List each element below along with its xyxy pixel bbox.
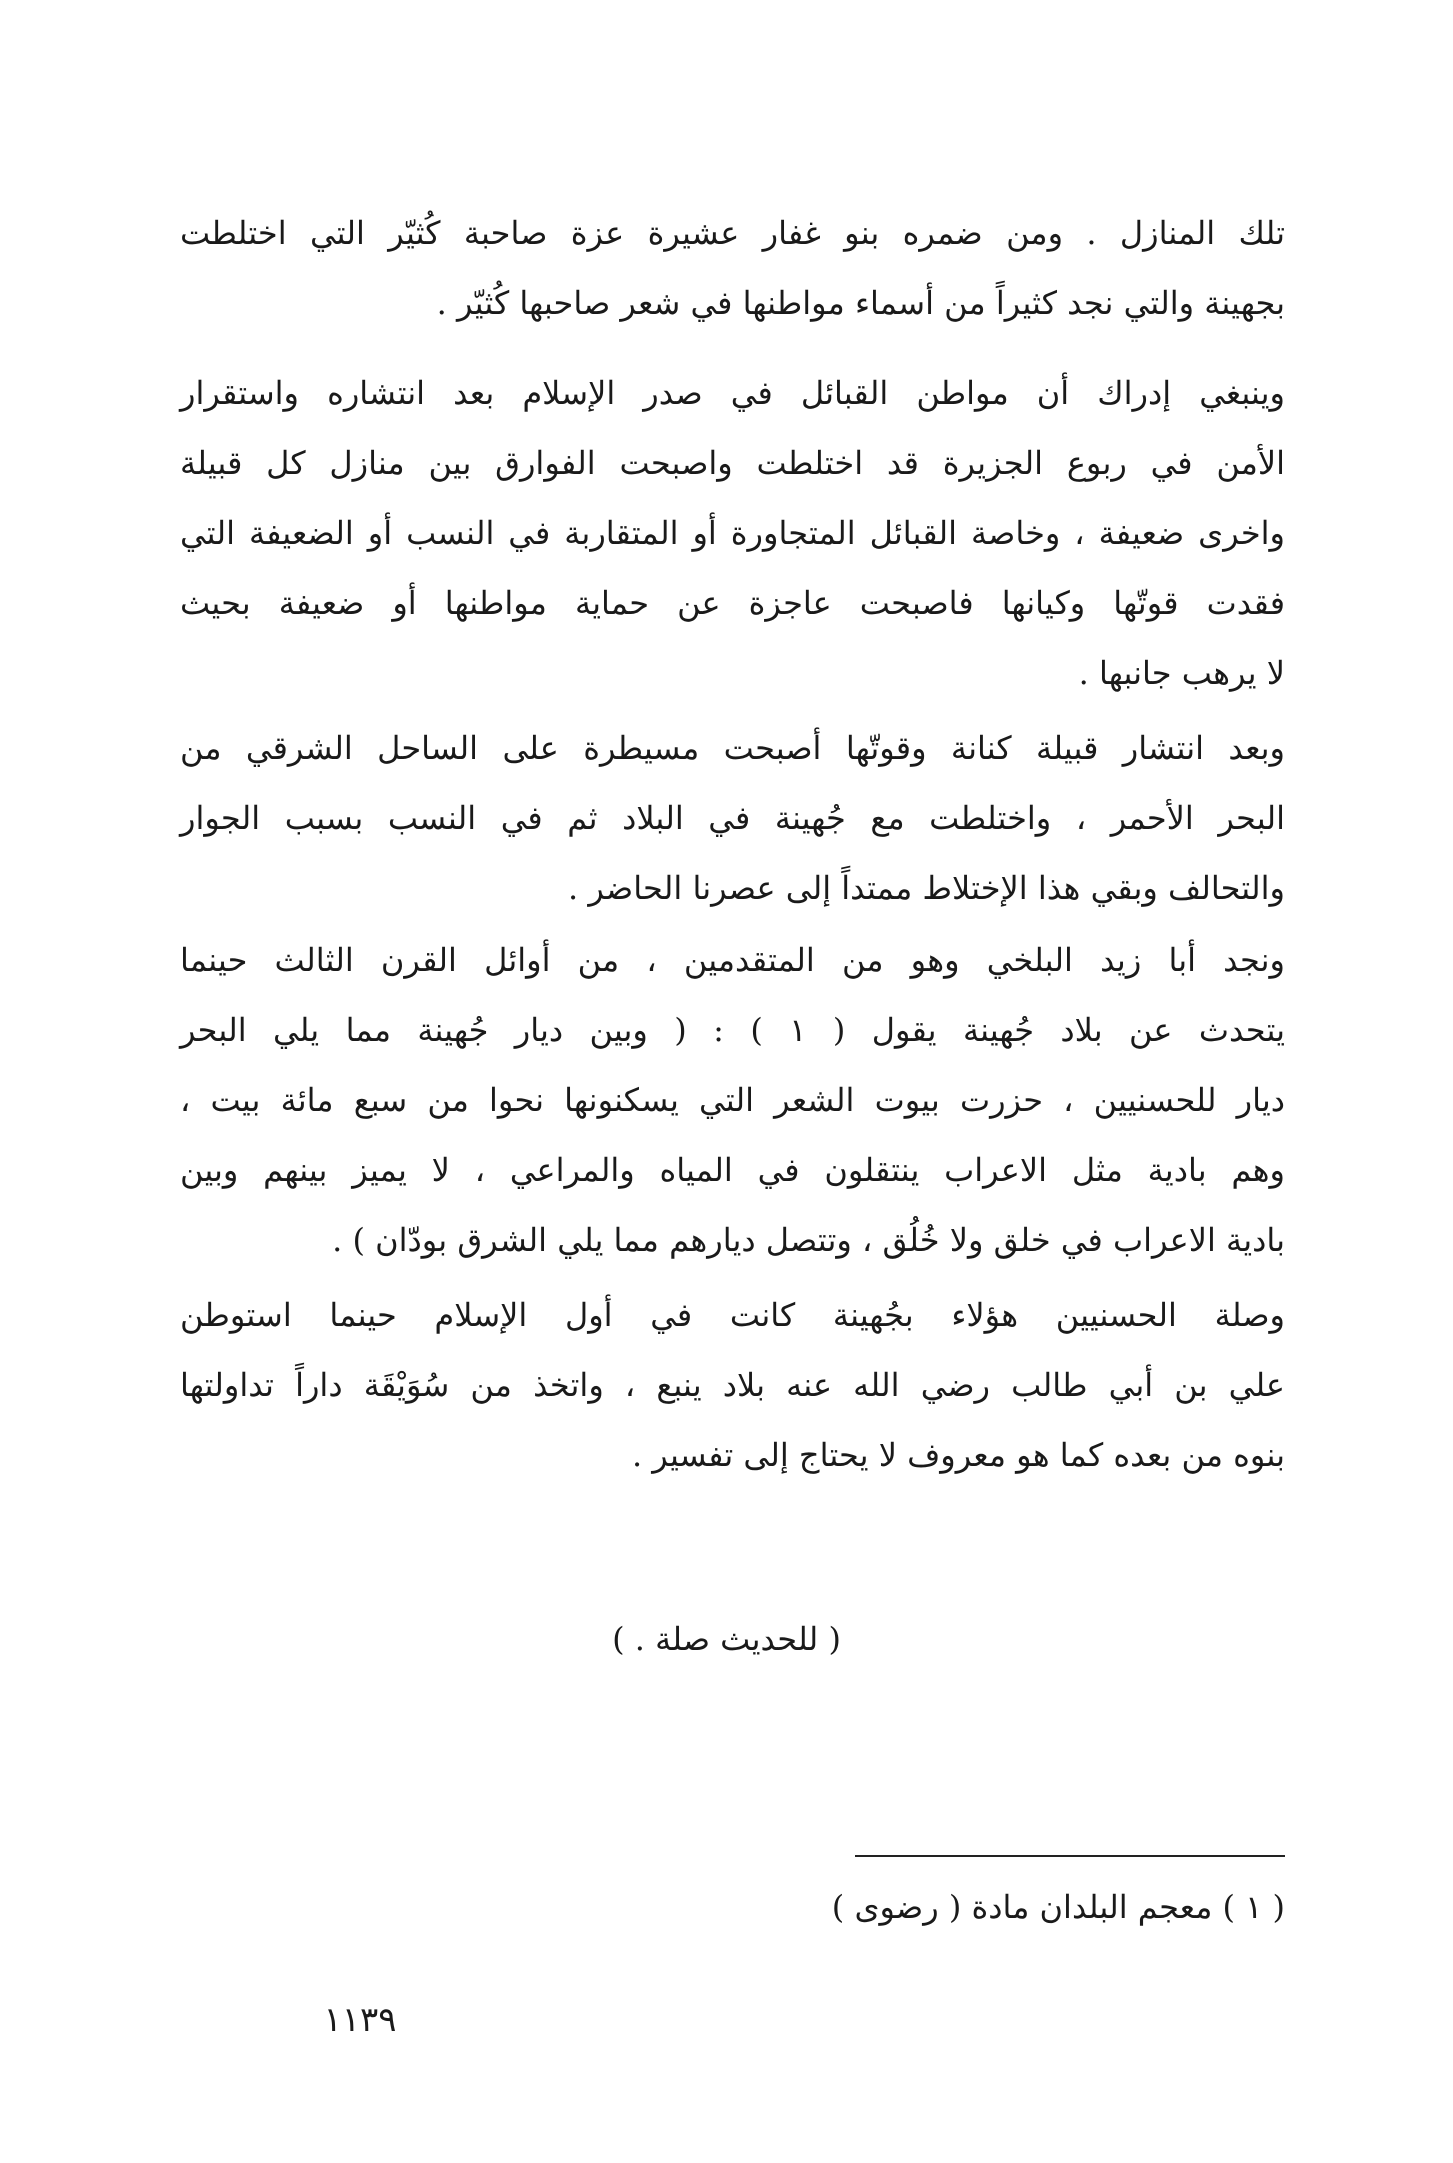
text-line: لا يرهب جانبها . (1078, 654, 1285, 692)
continued-note: ( للحديث صلة . ) (612, 1620, 841, 1658)
page-number: ١١٣٩ (323, 2000, 397, 2040)
text-line: وهم بادية مثل الاعراب ينتقلون في المياه والمراعي ، لا يميز بينهم وبين (180, 1151, 1285, 1189)
text-line: بجهينة والتي نجد كثيراً من أسماء مواطنها في شعر صاحبها كُثيّر . (436, 284, 1285, 322)
paragraph-2 (180, 358, 1285, 708)
footnote-divider (855, 1855, 1285, 1857)
paragraph-4 (180, 925, 1285, 1275)
footnote: ( ١ ) معجم البلدان مادة ( رضوى ) (831, 1888, 1285, 1926)
text-line: علي بن أبي طالب رضي الله عنه بلاد ينبع ، واتخذ من سُوَيْقَة داراً تداولتها (180, 1366, 1285, 1404)
paragraph-5 (180, 1280, 1285, 1490)
text-line: ديار للحسنيين ، حزرت بيوت الشعر التي يسكنونها نحوا من سبع مائة بيت ، (180, 1081, 1286, 1119)
text-line: ونجد أبا زيد البلخي وهو من المتقدمين ، من أوائل القرن الثالث حينما (180, 941, 1285, 979)
text-line: البحر الأحمر ، واختلطت مع جُهينة في البلاد ثم في النسب بسبب الجوار (180, 799, 1285, 837)
paragraph-3 (180, 713, 1285, 923)
text-line: تلك المنازل . ومن ضمره بنو غفار عشيرة عزة صاحبة كُثيّر التي اختلطت (180, 214, 1285, 252)
text-line: يتحدث عن بلاد جُهينة يقول ( ١ ) : ( وبين ديار جُهينة مما يلي البحر (180, 1011, 1286, 1049)
text-line: والتحالف وبقي هذا الإختلاط ممتداً إلى عصرنا الحاضر . (568, 869, 1285, 907)
text-line: وبعد انتشار قبيلة كنانة وقوتّها أصبحت مسيطرة على الساحل الشرقي من (180, 729, 1285, 767)
text-line: بادية الاعراب في خلق ولا خُلُق ، وتتصل ديارهم مما يلي الشرق بودّان ) . (332, 1221, 1285, 1259)
text-line: فقدت قوتّها وكيانها فاصبحت عاجزة عن حماية مواطنها أو ضعيفة بحيث (180, 584, 1285, 622)
text-line: وصلة الحسنيين هؤلاء بجُهينة كانت في أول الإسلام حينما استوطن (180, 1296, 1286, 1334)
text-line: الأمن في ربوع الجزيرة قد اختلطت واصبحت الفوارق بين منازل كل قبيلة (180, 444, 1285, 482)
text-line: واخرى ضعيفة ، وخاصة القبائل المتجاورة أو المتقاربة في النسب أو الضعيفة التي (180, 514, 1285, 552)
text-line: وينبغي إدراك أن مواطن القبائل في صدر الإسلام بعد انتشاره واستقرار (180, 374, 1285, 412)
text-line: بنوه من بعده كما هو معروف لا يحتاج إلى تفسير . (631, 1436, 1285, 1474)
paragraph-1 (180, 198, 1285, 338)
